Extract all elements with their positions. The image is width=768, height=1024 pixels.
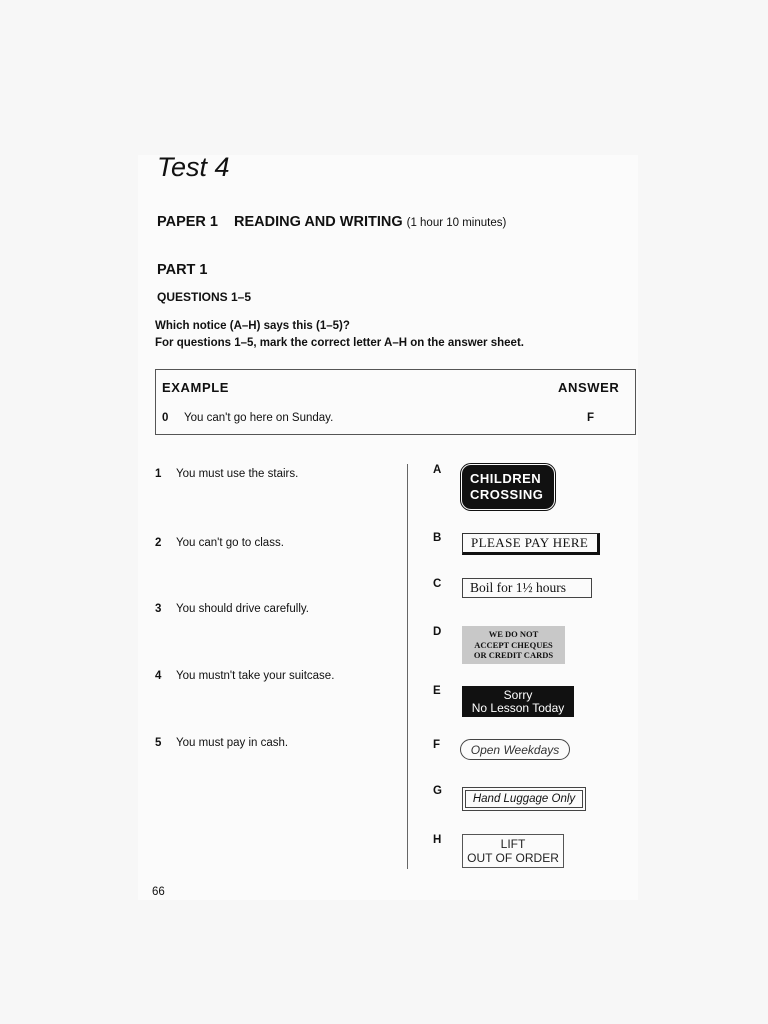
notice-line: Open Weekdays xyxy=(470,742,560,757)
notice-boil-hours xyxy=(462,578,592,598)
example-text: You can't go here on Sunday. xyxy=(184,412,334,424)
notice-line: OUT OF ORDER xyxy=(467,851,559,865)
notice-letter: H xyxy=(433,834,442,846)
notice-line: No Lesson Today xyxy=(471,700,565,715)
notice-letter: F xyxy=(433,739,441,751)
notice-line: WE DO NOT xyxy=(488,629,539,640)
instruction-line-2: For questions 1–5, mark the correct letter A–H on the answer sheet. xyxy=(155,337,524,349)
notice-line: Hand Luggage Only xyxy=(472,793,576,805)
question-number: 5 xyxy=(155,737,162,749)
question-number: 3 xyxy=(155,603,162,615)
paper-heading xyxy=(157,214,506,230)
notice-line: PLEASE PAY HERE xyxy=(471,535,589,550)
notice-line: ACCEPT CHEQUES xyxy=(474,639,553,650)
notice-open-weekdays xyxy=(460,739,570,760)
column-divider xyxy=(407,464,408,869)
notice-line: OR CREDIT CARDS xyxy=(473,650,554,661)
question-text: You mustn't take your suitcase. xyxy=(176,670,335,682)
page-number: 66 xyxy=(152,886,165,898)
question-number: 2 xyxy=(155,537,162,549)
instruction-line-1: Which notice (A–H) says this (1–5)? xyxy=(155,320,350,332)
notice-hand-luggage xyxy=(462,787,586,811)
example-number: 0 xyxy=(162,412,169,424)
notice-please-pay-here xyxy=(462,533,600,555)
paper-label: PAPER 1 xyxy=(157,214,218,230)
instructions xyxy=(155,318,524,352)
paper-duration: (1 hour 10 minutes) xyxy=(406,217,507,229)
question-number: 4 xyxy=(155,670,162,682)
notice-line: CROSSING xyxy=(470,487,544,502)
questions-heading: QUESTIONS 1–5 xyxy=(157,290,252,304)
notice-letter: A xyxy=(433,464,442,476)
example-box xyxy=(155,369,636,435)
notice-children-crossing xyxy=(462,465,554,509)
notice-letter: C xyxy=(433,578,442,590)
notice-letter: E xyxy=(433,685,441,697)
question-text: You must use the stairs. xyxy=(176,468,299,480)
notice-no-lesson xyxy=(462,686,574,717)
question-text: You must pay in cash. xyxy=(176,737,289,749)
question-text: You can't go to class. xyxy=(176,537,284,549)
answer-heading: ANSWER xyxy=(558,380,620,395)
notice-letter: D xyxy=(433,626,442,638)
question-text: You should drive carefully. xyxy=(176,603,309,615)
paper-name: READING AND WRITING xyxy=(233,214,403,230)
notice-line: CHILDREN xyxy=(470,471,542,486)
notice-line: LIFT xyxy=(500,837,526,851)
notice-letter: G xyxy=(433,785,442,797)
test-title: Test 4 xyxy=(157,152,230,182)
part-heading: PART 1 xyxy=(157,262,208,278)
example-heading: EXAMPLE xyxy=(162,380,230,395)
notice-lift-out-of-order xyxy=(462,834,564,868)
question-number: 1 xyxy=(155,468,162,480)
notice-letter: B xyxy=(433,532,442,544)
notice-line: Boil for 1½ hours xyxy=(470,580,566,595)
example-answer: F xyxy=(587,412,595,424)
notice-line: Sorry xyxy=(503,687,533,702)
notice-no-cheques xyxy=(462,626,565,664)
